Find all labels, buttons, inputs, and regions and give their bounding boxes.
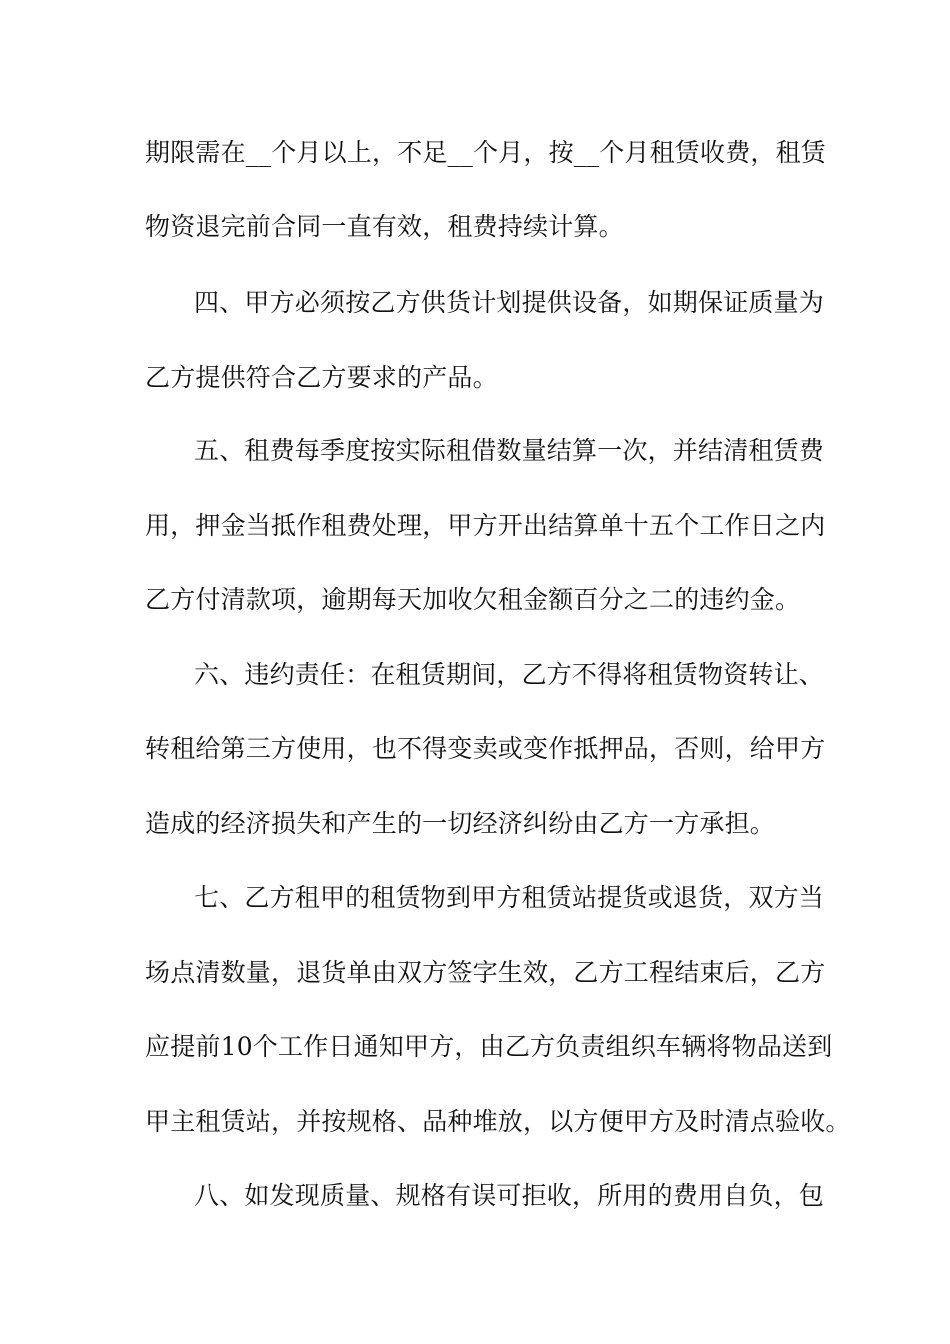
text-line: 七、乙方租甲的租赁物到甲方租赁站提货或退货，双方当	[194, 883, 825, 912]
text-line: 甲主租赁站，并按规格、品种堆放，以方便甲方及时清点验收。	[145, 1107, 851, 1136]
text-line: 四、甲方必须按乙方供货计划提供设备，如期保证质量为	[194, 288, 825, 317]
text-line: 物资退完前合同一直有效，租费持续计算。	[145, 212, 624, 241]
text-line: 转租给第三方使用，也不得变卖或变作抵押品，否则，给甲方	[145, 734, 826, 763]
text-line: 造成的经济损失和产生的一切经济纠纷由乙方一方承担。	[145, 809, 776, 838]
text-line: 八、如发现质量、规格有误可拒收，所用的费用自负，包	[194, 1181, 825, 1210]
text-line: 五、租费每季度按实际租借数量结算一次，并结清租赁费	[194, 436, 825, 465]
text-line: 应提前10个工作日通知甲方，由乙方负责组织车辆将物品送到	[145, 1032, 833, 1061]
text-line: 场点清数量，退货单由双方签字生效，乙方工程结束后，乙方	[145, 958, 826, 987]
text-line: 六、违约责任：在租赁期间，乙方不得将租赁物资转让、	[194, 660, 825, 689]
text-line: 用，押金当抵作租费处理，甲方开出结算单十五个工作日之内	[145, 511, 826, 540]
text-line: 期限需在__个月以上，不足__个月，按__个月租赁收费，租赁	[145, 138, 827, 167]
text-line: 乙方付清款项，逾期每天加收欠租金额百分之二的违约金。	[145, 585, 801, 614]
text-line: 乙方提供符合乙方要求的产品。	[145, 363, 498, 392]
